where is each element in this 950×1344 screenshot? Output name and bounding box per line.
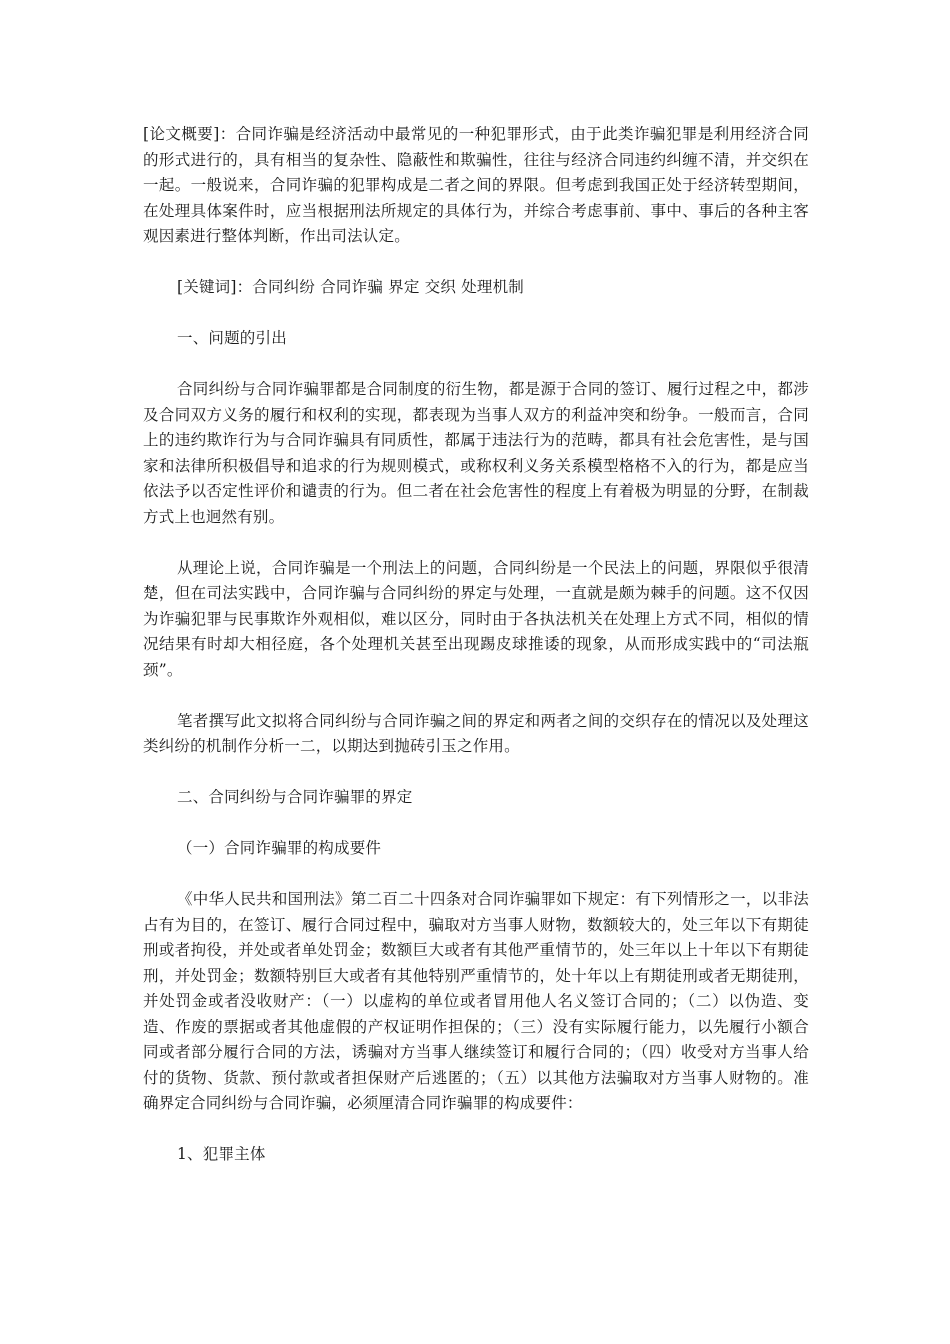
section1-title: 一、问题的引出 bbox=[177, 329, 287, 347]
section2-item1-title: 1、犯罪主体 bbox=[177, 1145, 266, 1163]
abstract-paragraph: [论文概要]：合同诈骗是经济活动中最常见的一种犯罪形式，由于此类诈骗犯罪是利用经济合同的形式进行的，具有相当的复杂性、隐蔽性和欺骗性，往往与经济合同违约纠缠不清，并交织在一起。一般说来，合同诈骗的犯罪构成是二者之间的界限。但考虑到我国正处于经济转型期间，在处理具体案件时，应当根据刑法所规定的具体行为，并综合考虑事前、事中、事后的各种主客观因素进行整体判断，作出司法认定。 bbox=[143, 125, 809, 245]
section2-title: 二、合同纠纷与合同诈骗罪的界定 bbox=[177, 788, 413, 806]
section1-paragraph-2: 从理论上说，合同诈骗是一个刑法上的问题，合同纠纷是一个民法上的问题，界限似乎很清楚，但在司法实践中，合同诈骗与合同纠纷的界定与处理，一直就是颇为棘手的问题。这不仅因为诈骗犯罪与民事欺诈外观相似，难以区分，同时由于各执法机关在处理上方式不同，相似的情况结果有时却大相径庭，各个处理机关甚至出现踢皮球推诿的现象，从而形成实践中的“司法瓶颈”。 bbox=[143, 558, 809, 679]
document-body bbox=[143, 122, 809, 1168]
section2-subsection-title: （一）合同诈骗罪的构成要件 bbox=[177, 839, 382, 857]
section2-paragraph: 《中华人民共和国刑法》第二百二十四条对合同诈骗罪如下规定：有下列情形之一，以非法占有为目的，在签订、履行合同过程中，骗取对方当事人财物，数额较大的，处三年以下有期徒刑或者拘役，并处或者单处罚金；数额巨大或者有其他严重情节的，处三年以上十年以下有期徒刑，并处罚金；数额特别巨大或者有其他特别严重情节的，处十年以上有期徒刑或者无期徒刑，并处罚金或者没收财产：（一）以虚构的单位或者冒用他人名义签订合同的；（二）以伪造、变造、作废的票据或者其他虚假的产权证明作担保的；（三）没有实际履行能力，以先履行小额合同或者部分履行合同的方法，诱骗对方当事人继续签订和履行合同的；（四）收受对方当事人给付的货物、货款、预付款或者担保财产后逃匿的；（五）以其他方法骗取对方当事人财物的。准确界定合同纠纷与合同诈骗，必须厘清合同诈骗罪的构成要件： bbox=[143, 890, 809, 1112]
section1-paragraph-1: 合同纠纷与合同诈骗罪都是合同制度的衍生物，都是源于合同的签订、履行过程之中，都涉及合同双方义务的履行和权利的实现，都表现为当事人双方的利益冲突和纷争。一般而言，合同上的违约欺诈行为与合同诈骗具有同质性，都属于违法行为的范畴，都具有社会危害性，是与国家和法律所积极倡导和追求的行为规则模式，或称权利义务关系模型格格不入的行为，都是应当依法予以否定性评价和谴责的行为。但二者在社会危害性的程度上有着极为明显的分野，在制裁方式上也迥然有别。 bbox=[143, 380, 809, 526]
section1-paragraph-3: 笔者撰写此文拟将合同纠纷与合同诈骗之间的界定和两者之间的交织存在的情况以及处理这类纠纷的机制作分析一二，以期达到抛砖引玉之作用。 bbox=[143, 711, 809, 755]
keywords-paragraph: [关键词]：合同纠纷 合同诈骗 界定 交织 处理机制 bbox=[177, 278, 525, 296]
